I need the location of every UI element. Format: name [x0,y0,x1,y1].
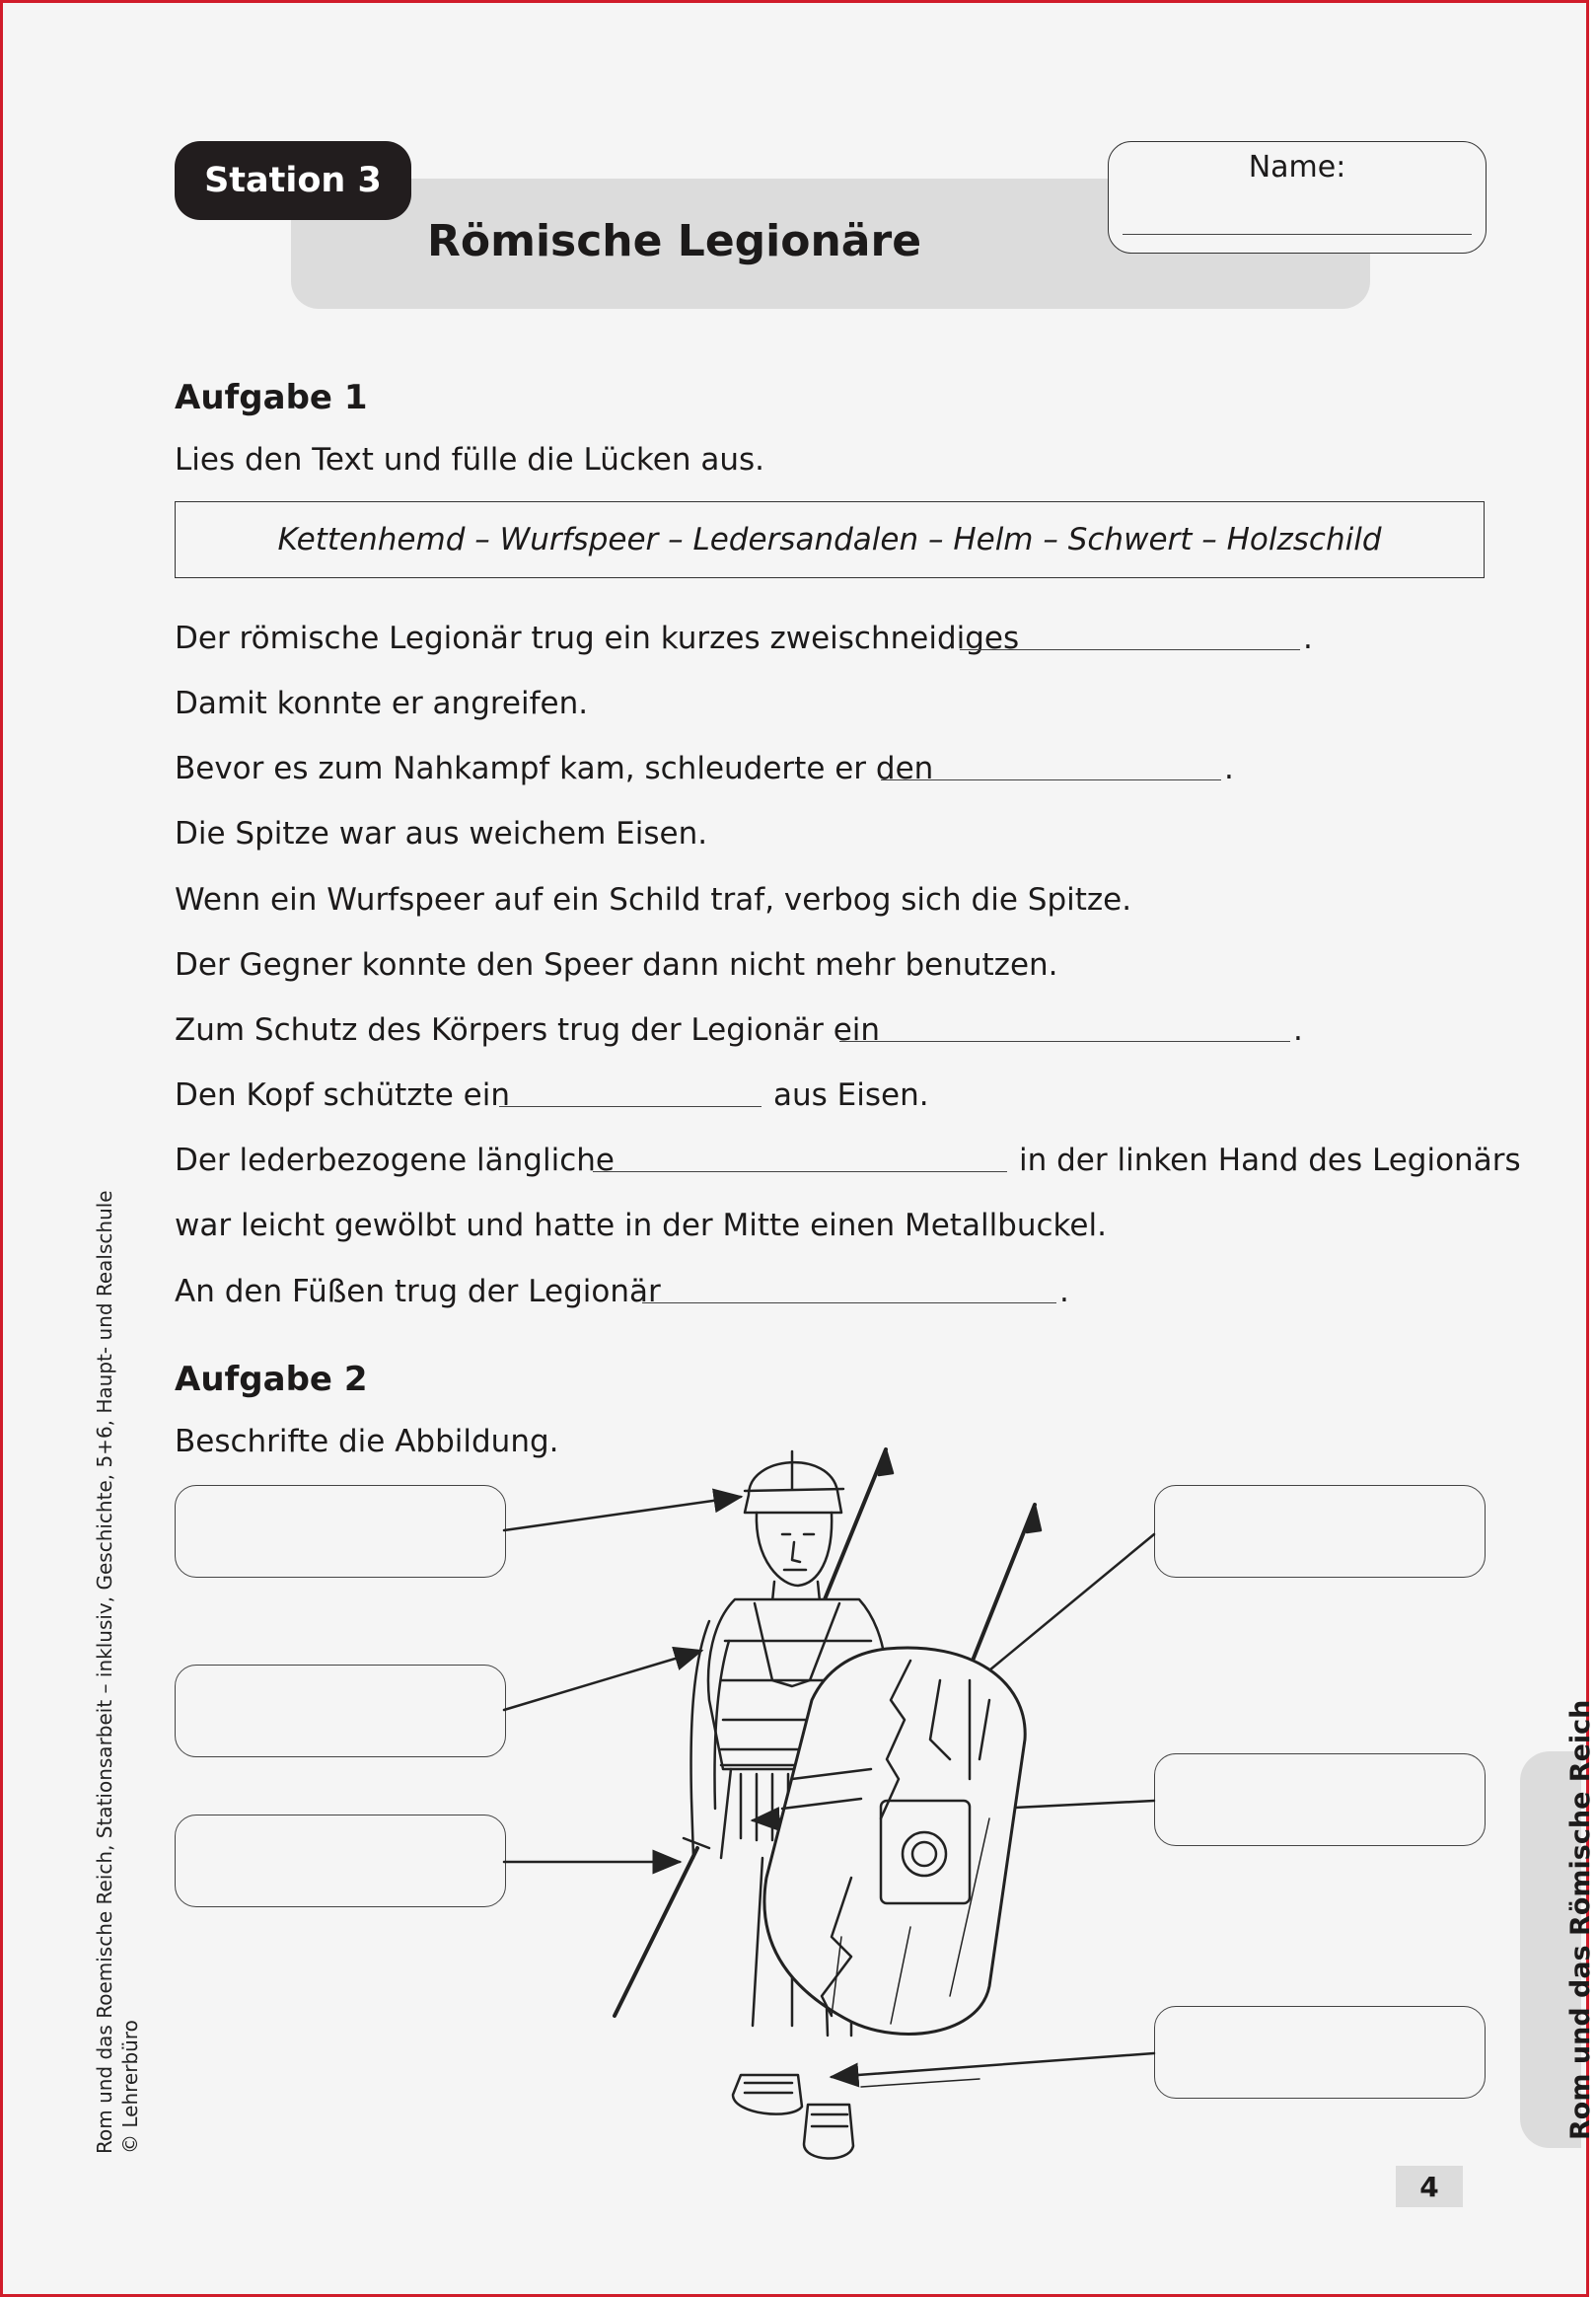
sentence-3a: Bevor es zum Nahkampf kam, schleuderte er den [175,751,934,786]
sentence-9b: in der linken Hand des Legionärs [1019,1143,1521,1178]
chapter-tab-label: Rom und das Römische Reich [1565,1699,1596,2140]
sentence-8a: Den Kopf schützte ein [175,1077,510,1113]
legionary-illustration [3,3,1586,2294]
page-title: Römische Legionäre [427,216,922,266]
sentence-7b: . [1293,1012,1303,1048]
sentence-11b: . [1059,1274,1069,1309]
name-label: Name: [1248,150,1346,185]
copyright-line-2: © Lehrerbüro [118,2020,142,2154]
sentence-1a: Der römische Legionär trug ein kurzes zweischneidiges [175,621,1020,656]
task2-heading: Aufgabe 2 [175,1360,368,1399]
word-bank-text: Kettenhemd – Wurfspeer – Ledersandalen – Helm – Schwert – Holzschild [277,522,1382,557]
sentence-11a: An den Füßen trug der Legionär [175,1274,661,1309]
sentence-3b: . [1224,751,1234,786]
sentence-7a: Zum Schutz des Körpers trug der Legionär ein [175,1012,881,1048]
pointer-armor [504,1651,701,1710]
sentence-1b: . [1303,621,1313,656]
task1-heading: Aufgabe 1 [175,378,368,417]
sentence-10: war leicht gewölbt und hatte in der Mitte einen Metallbuckel. [175,1208,1107,1243]
copyright-line-1: Rom und das Roemische Reich, Stationsarbeit – inklusiv, Geschichte, 5+6, Haupt- und Realschule [93,1190,116,2154]
station-badge: Station 3 [175,141,411,220]
task2-instruction: Beschrifte die Abbildung. [175,1424,559,1459]
sentence-4: Die Spitze war aus weichem Eisen. [175,816,708,852]
copyright-note [92,1190,143,2154]
pointer-sandals [832,2053,1154,2077]
sentence-6: Der Gegner konnte den Speer dann nicht mehr benutzen. [175,947,1058,983]
sentence-9a: Der lederbezogene längliche [175,1143,615,1178]
sentence-2: Damit konnte er angreifen. [175,686,589,721]
page-number: 4 [1396,2166,1463,2207]
sentence-8b: aus Eisen. [773,1077,929,1113]
task1-instruction: Lies den Text und fülle die Lücken aus. [175,442,765,478]
pointer-helmet [504,1497,741,1530]
sentence-5: Wenn ein Wurfspeer auf ein Schild traf, verbog sich die Spitze. [175,882,1132,918]
